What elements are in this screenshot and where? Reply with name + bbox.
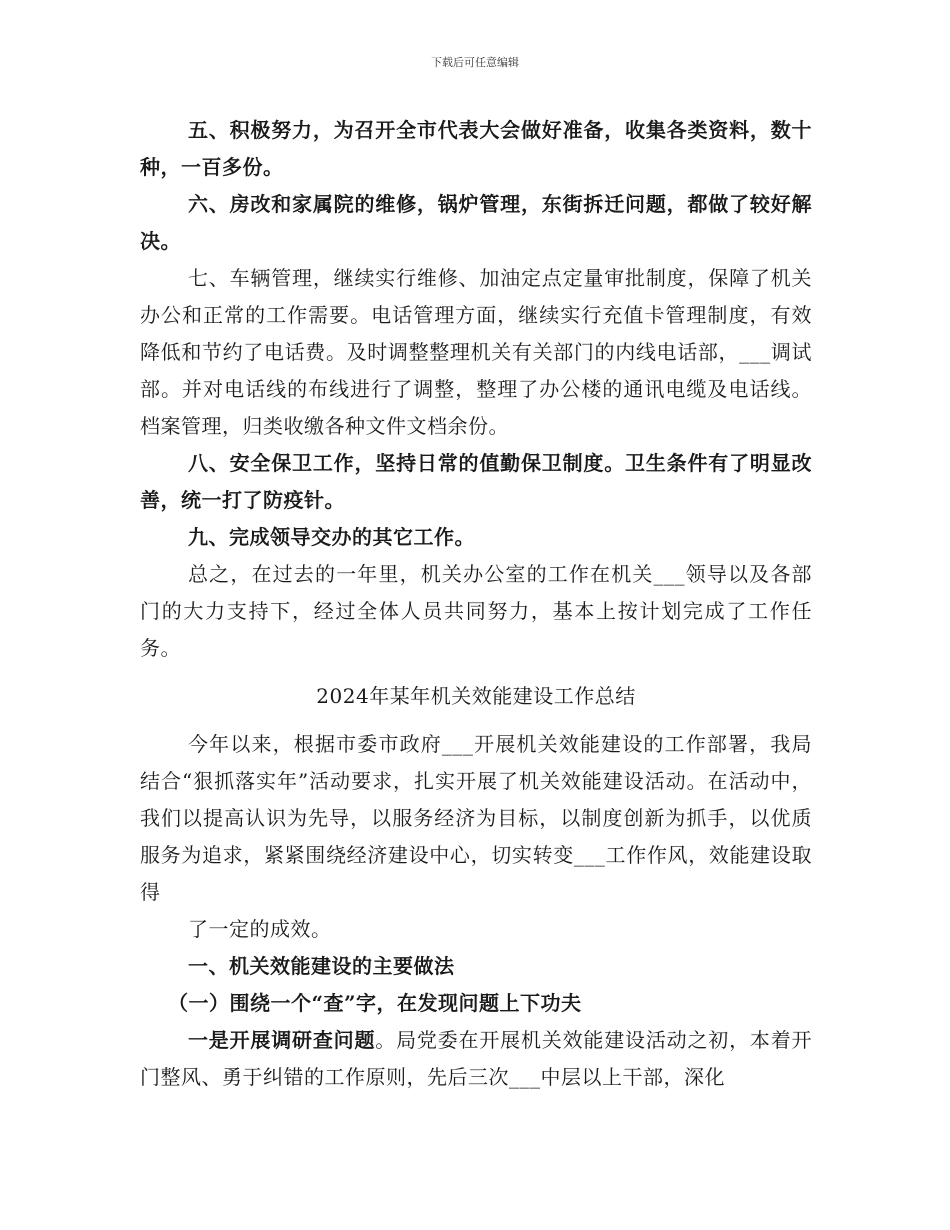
paragraph-summary: 总之，在过去的一年里，机关办公室的工作在机关___领导以及各部门的大力支持下，经过全体人员共同努力，基本上按计划完成了工作任务。 — [140, 562, 812, 660]
paragraph-intro: 今年以来，根据市委市政府___开展机关效能建设的工作部署，我局结合“狠抓落实年”活动要求，扎实开展了机关效能建设活动。在活动中，我们以提高认识为先导，以服务经济为目标，以制度创新为抓手，以优质服务为追求，紧紧围绕经济建设中心，切实转变___工作作风，效能建设取得 — [140, 732, 812, 904]
heading-level-1: 一、机关效能建设的主要做法 — [188, 954, 455, 978]
document-body — [140, 112, 812, 1096]
paragraph-intro-tail: 了一定的成效。 — [188, 917, 332, 941]
paragraph-method-1 — [140, 1022, 812, 1096]
paragraph-item-5: 五、积极努力，为召开全市代表大会做好准备，收集各类资料，数十种，一百多份。 — [140, 118, 812, 179]
paragraph-lead: 一是开展调研查问题 — [188, 1028, 376, 1052]
paragraph-item-8: 八、安全保卫工作，坚持日常的值勤保卫制度。卫生条件有了明显改善，统一打了防疫针。 — [140, 451, 812, 512]
paragraph-item-6: 六、房改和家属院的维修，锅炉管理，东街拆迁问题，都做了较好解决。 — [140, 192, 812, 253]
paragraph-rest: 。局党委在开展机关效能建设活动之初，本着开门整风、勇于纠错的工作原则，先后三次___中层以上干部，深化 — [140, 1028, 813, 1089]
paragraph-item-7: 七、车辆管理，继续实行维修、加油定点定量审批制度，保障了机关办公和正常的工作需要。电话管理方面，继续实行充值卡管理制度，有效降低和节约了电话费。及时调整整理机关有关部门的内线电话部，___调试部。并对电话线的布线进行了调整，整理了办公楼的通讯电缆及电话线。档案管理，归类收缴各种文件文档余份。 — [140, 266, 812, 438]
heading-level-2: （一）围绕一个“查”字，在发现问题上下功夫 — [168, 991, 582, 1015]
section-title: 2024年某年机关效能建设工作总结 — [316, 684, 636, 708]
paragraph-item-9: 九、完成领导交办的其它工作。 — [188, 525, 475, 549]
page-header: 下载后可任意编辑 — [431, 56, 519, 69]
